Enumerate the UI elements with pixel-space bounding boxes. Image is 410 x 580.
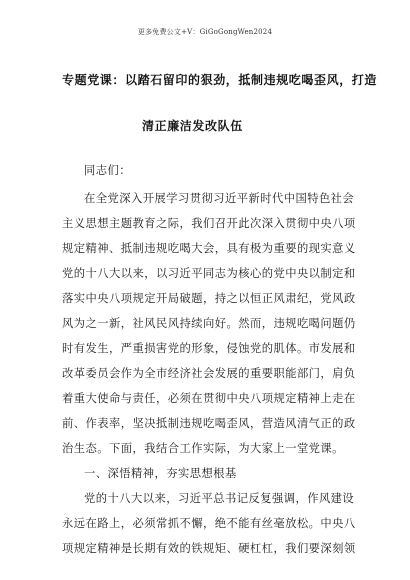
paragraph-line: 着重大使命与责任，必须在贯彻中央八项规定精神上走在 (62, 392, 356, 405)
header-note: 更多免费公文+V：GiGoGongWen2024 (137, 28, 273, 36)
title-line-1: 专题党课：以踏石留印的狠劲，抵制违规吃喝歪风，打造 (62, 73, 378, 87)
paragraph-line: 永远在路上，必须常抓不懈，绝不能有丝毫放松。中央八 (62, 517, 356, 530)
section-heading: 一、深悟精神，夯实思想根基 (84, 467, 237, 480)
paragraph-line: 风为之一新，社风民风持续向好。然而，违规吃喝问题仍 (62, 317, 356, 330)
paragraph-line: 主义思想主题教育之际，我们召开此次深入贯彻中央八项 (62, 217, 356, 230)
paragraph-line: 时有发生，严重损害党的形象，侵蚀党的肌体。市发展和 (62, 342, 356, 355)
paragraph-line: 党的十八大以来，以习近平同志为核心的党中央以制定和 (62, 267, 356, 280)
title-line-2: 清正廉洁发改队伍 (142, 119, 243, 133)
paragraph-line: 规定精神、抵制违规吃喝大会，具有极为重要的现实意义 (62, 242, 356, 255)
paragraph-line: 治生态。下面，我结合工作实际，为大家上一堂党课。 (62, 442, 344, 455)
paragraph-line: 项规定精神是长期有效的铁规矩、硬杠杠，我们要深刻领 (62, 542, 356, 555)
paragraph-line: 改革委员会作为全市经济社会发展的重要职能部门，肩负 (62, 367, 356, 380)
salutation: 同志们： (84, 164, 131, 177)
paragraph-line: 前、作表率，坚决抵制违规吃喝歪风，营造风清气正的政 (62, 417, 356, 430)
paragraph-line: 党的十八大以来，习近平总书记反复强调，作风建设 (84, 492, 355, 505)
paragraph-line: 在全党深入开展学习贯彻习近平新时代中国特色社会 (84, 192, 355, 205)
paragraph-line: 落实中央八项规定开局破题，持之以恒正风肃纪，党风政 (62, 292, 356, 305)
